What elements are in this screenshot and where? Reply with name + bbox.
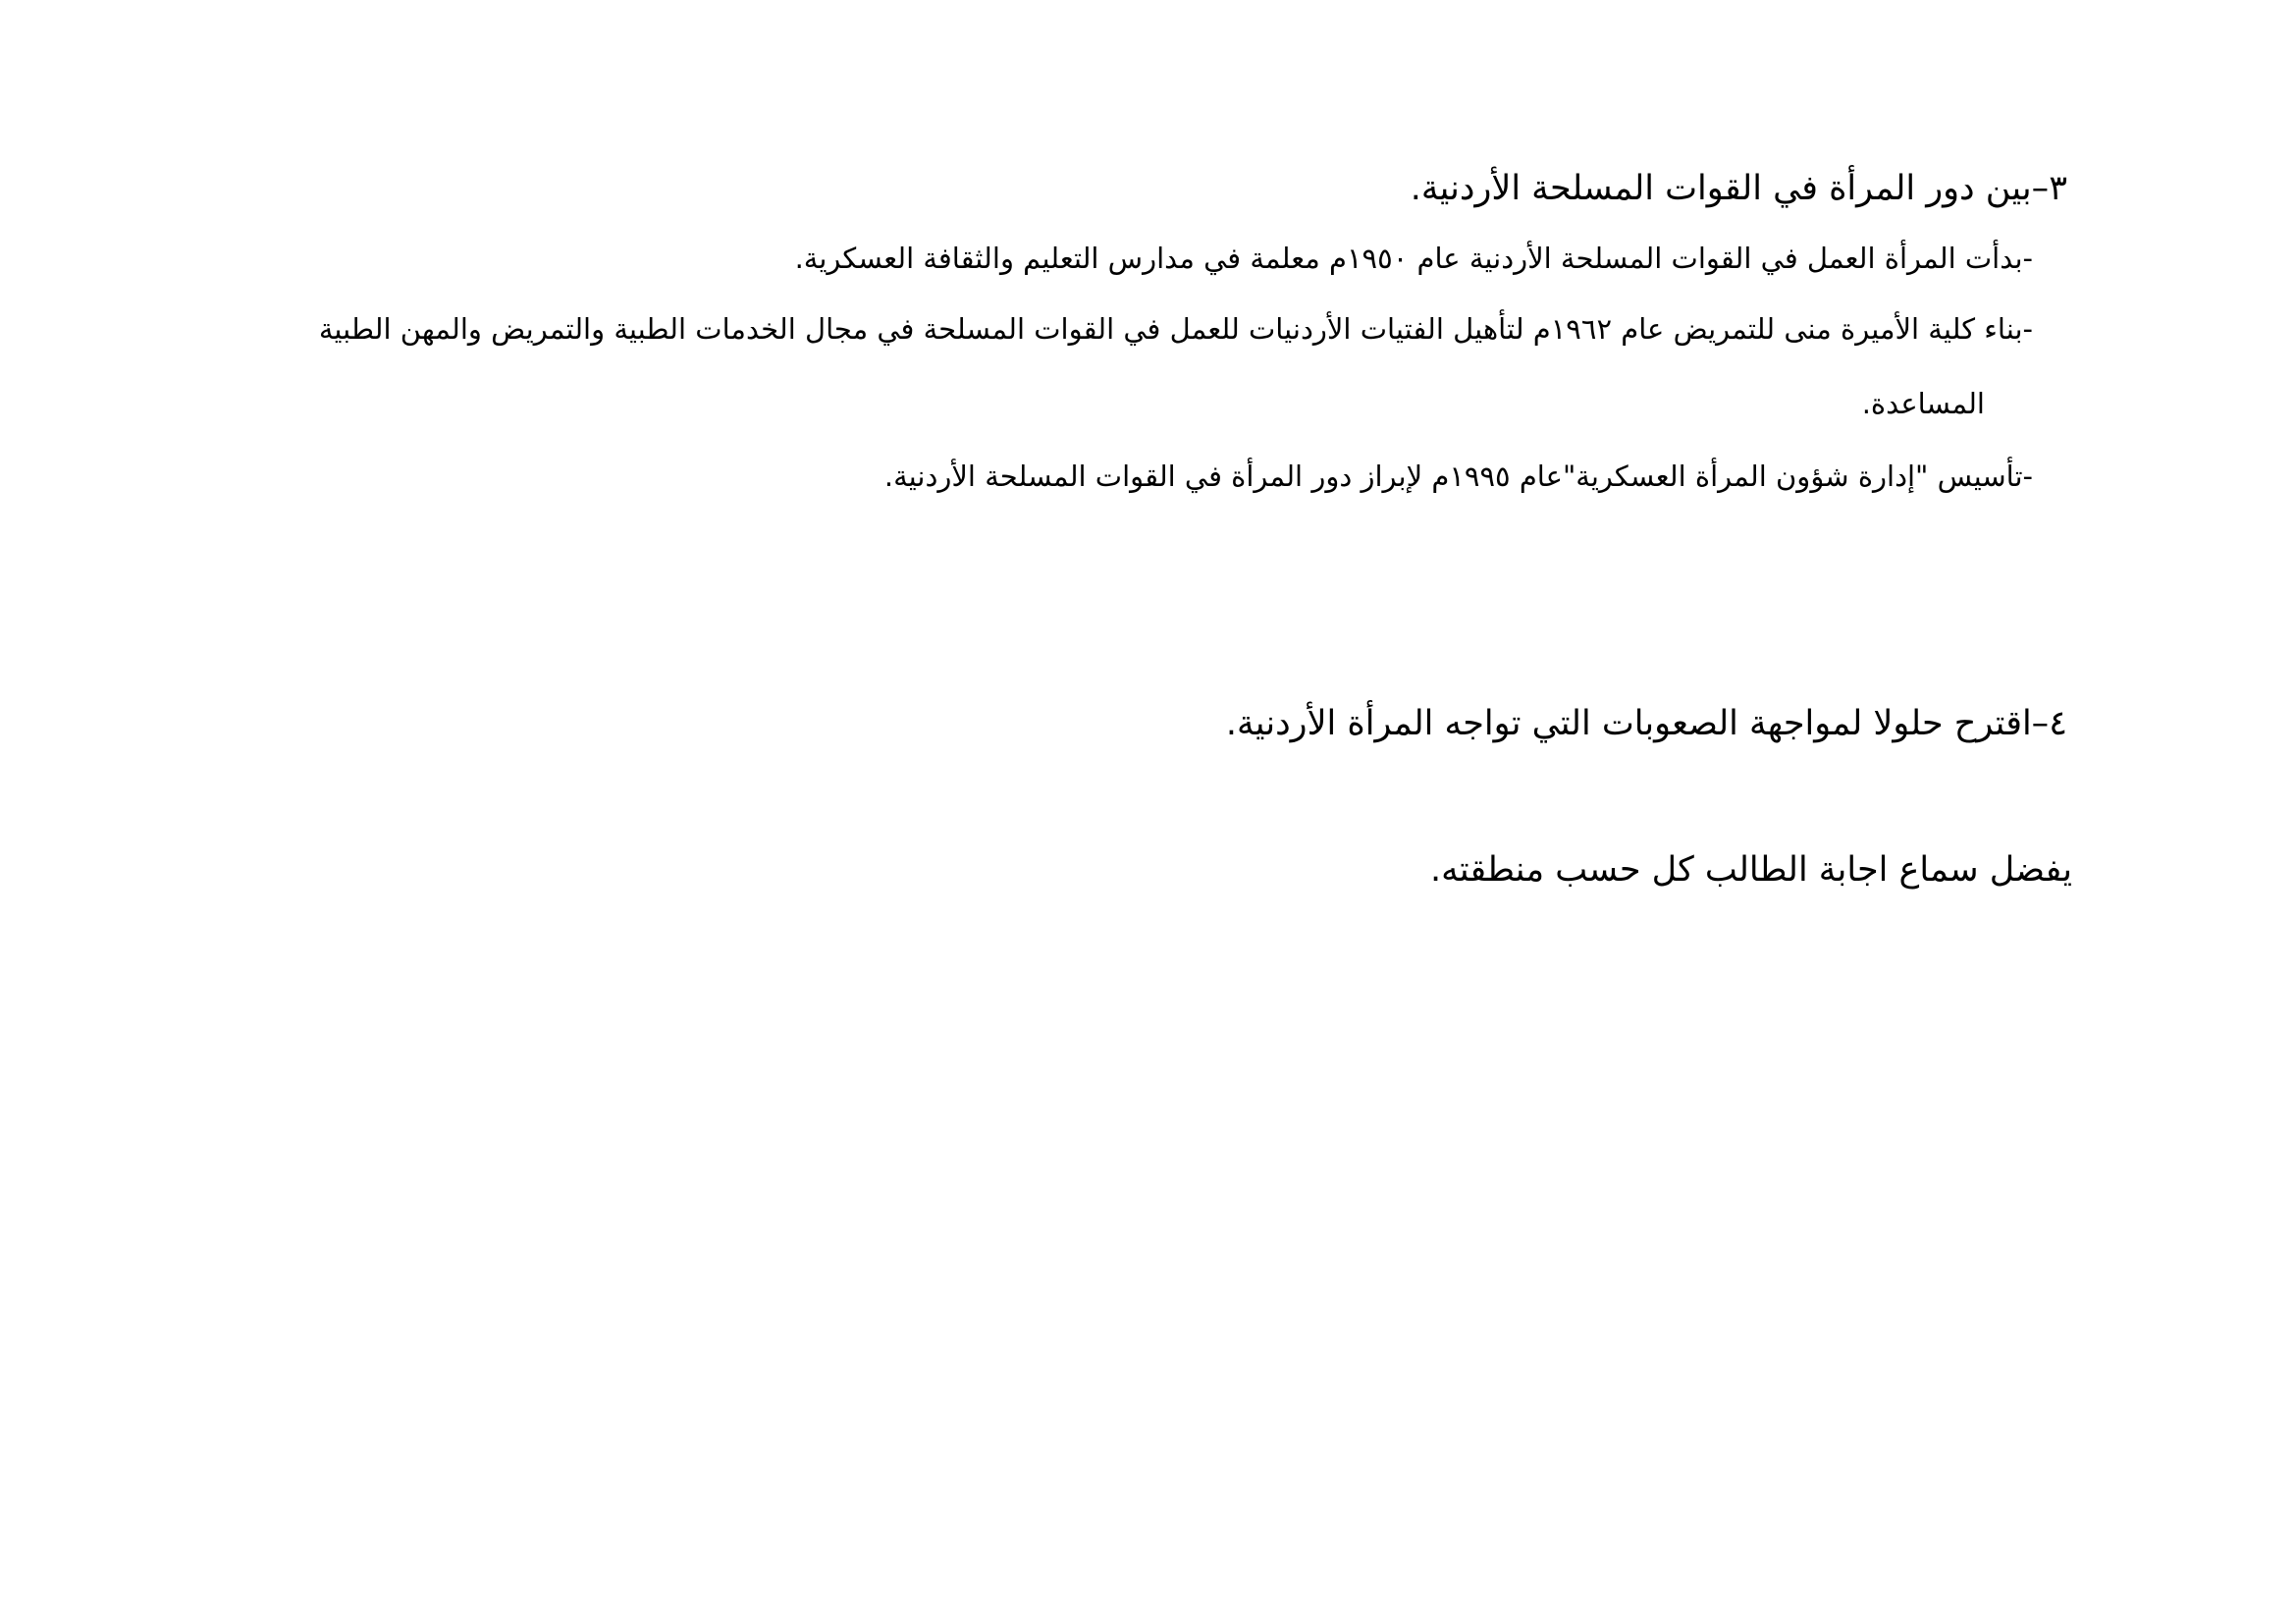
answer-item-continuation: المساعدة. — [1861, 387, 1985, 420]
answer-item: -تأسيس "إدارة شؤون المرأة العسكرية"عام ١٩٩٥م لإبراز دور المرأة في القوات المسلحة الأردنية. — [883, 460, 2033, 493]
answer-item: -بناء كلية الأميرة منى للتمريض عام ١٩٦٢م لتأهيل الفتيات الأردنيات للعمل في القوات المسلحة في مجال الخدمات الطبية والتمريض والمهن الطبية — [318, 312, 2033, 346]
question-3-title: ٣–بين دور المرأة في القوات المسلحة الأردنية. — [1410, 169, 2067, 208]
teacher-note: يفضل سماع اجابة الطالب كل حسب منطقته. — [1429, 850, 2072, 890]
question-4-title: ٤–اقترح حلولا لمواجهة الصعوبات التي تواجه المرأة الأردنية. — [1225, 704, 2067, 743]
answer-item: -بدأت المرأة العمل في القوات المسلحة الأردنية عام ١٩٥٠م معلمة في مدارس التعليم والثقافة العسكرية. — [794, 242, 2033, 275]
